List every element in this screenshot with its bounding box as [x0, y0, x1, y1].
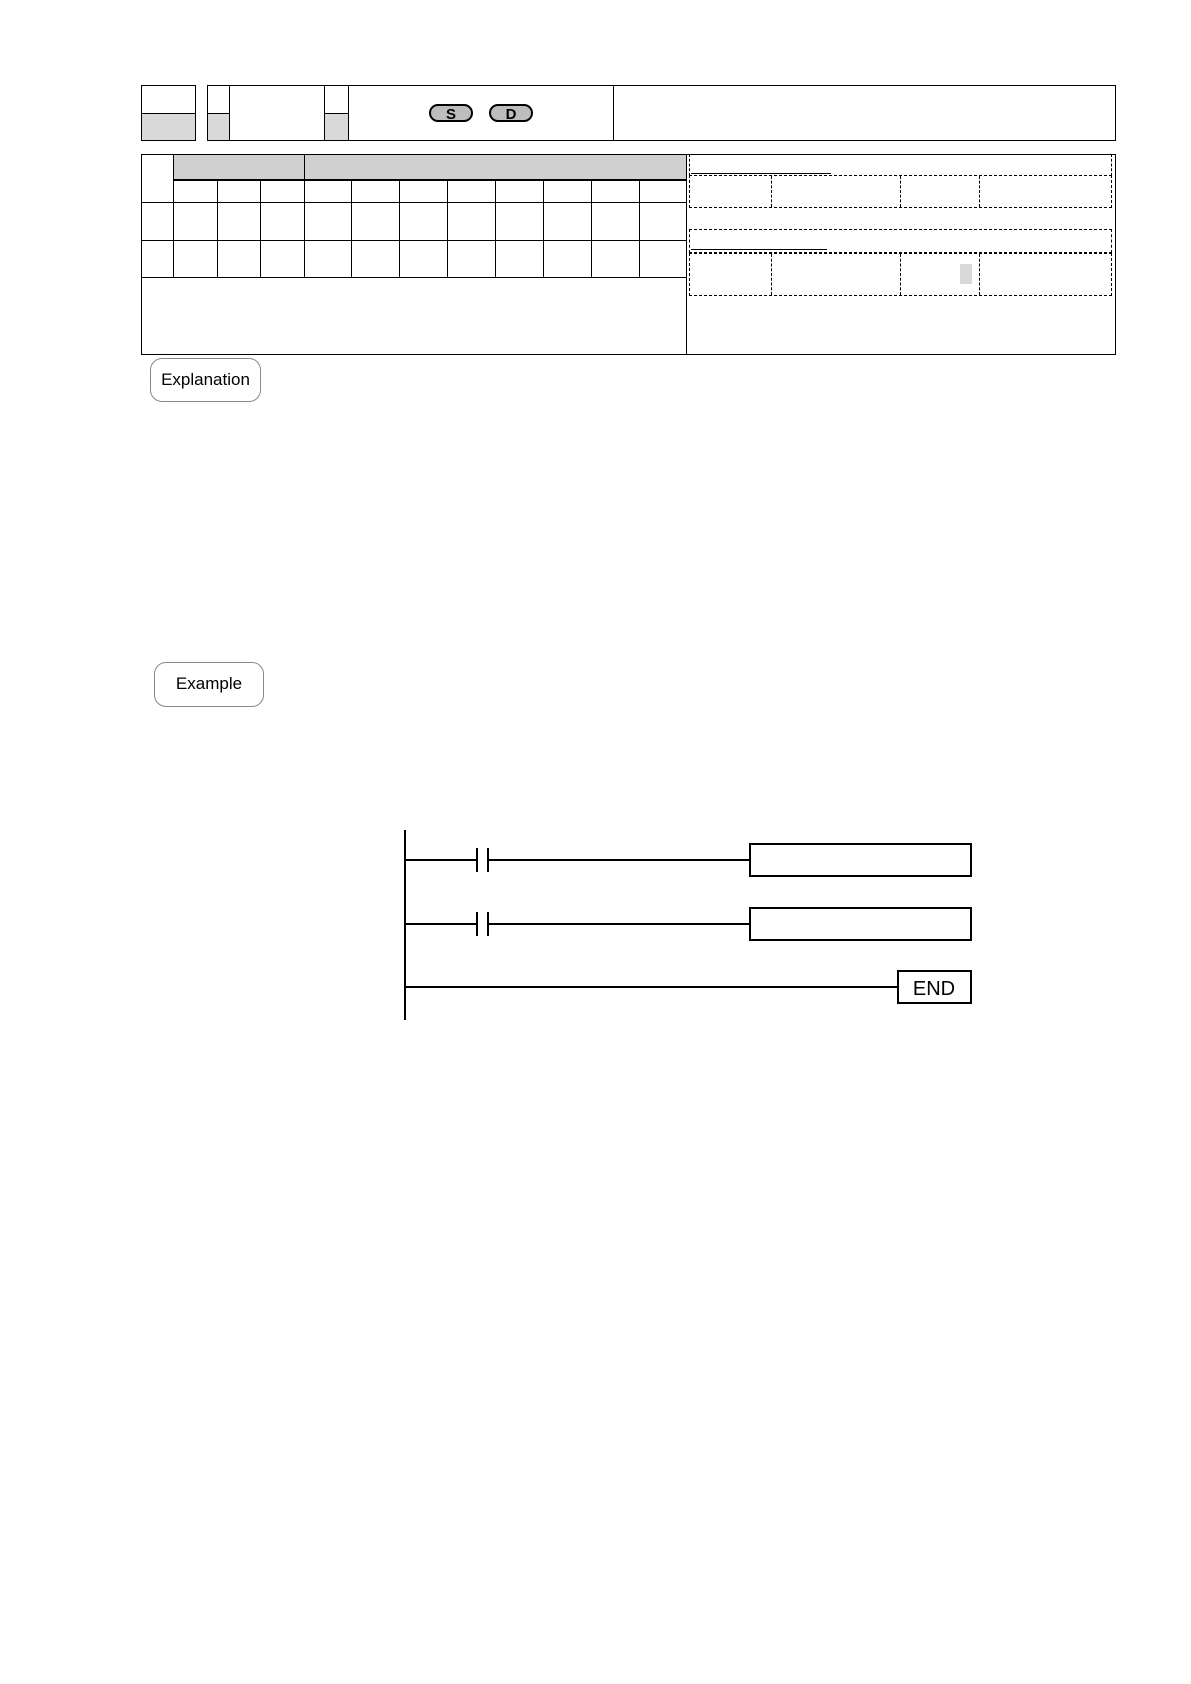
grid-hline-3	[141, 240, 687, 241]
bit-width-2-sep-2	[900, 254, 901, 295]
operand-type-panel	[687, 154, 1115, 354]
operand-grid	[141, 154, 687, 278]
operand-s-badge: S	[429, 104, 473, 122]
bit-width-table-2	[689, 253, 1112, 296]
mnemonic-prefix-col	[208, 86, 230, 140]
grid-vline-7	[447, 180, 448, 278]
grid-hline-4	[141, 277, 687, 278]
grid-hline-1	[173, 180, 687, 181]
grid-vline-10	[591, 180, 592, 278]
bit-width-2-sep-3	[979, 254, 980, 295]
grid-hline-2	[141, 202, 687, 203]
grid-vline-11	[639, 180, 640, 278]
grid-vline-3	[260, 180, 261, 278]
bit-width-1-sep-3	[979, 176, 980, 207]
ladder-diagram	[395, 828, 985, 1028]
panel-top-dash	[689, 154, 1112, 176]
bit-width-table-1	[689, 175, 1112, 208]
function-description-cell	[613, 85, 1116, 141]
pulse-shade	[325, 113, 348, 140]
word-devices-header	[304, 154, 687, 180]
rung-2-instruction-box	[750, 908, 971, 940]
bit-width-2-shade	[960, 264, 972, 284]
end-label: END	[912, 978, 956, 1000]
bit-width-1-sep-1	[771, 176, 772, 207]
example-label: Example	[154, 662, 264, 707]
pulse-col	[325, 86, 349, 140]
bit-width-2-sep-1	[771, 254, 772, 295]
explanation-label: Explanation	[150, 358, 261, 402]
mnemonic-prefix-shade	[208, 113, 229, 140]
bit-width-underline-2	[691, 249, 827, 250]
mnemonic-cell	[207, 85, 325, 141]
api-number-cell	[141, 85, 196, 141]
grid-vline-1	[173, 154, 174, 278]
grid-vline-5	[351, 180, 352, 278]
grid-vline-2	[217, 180, 218, 278]
grid-vline-4	[304, 180, 305, 278]
grid-vline-6	[399, 180, 400, 278]
api-number-shade	[142, 113, 195, 140]
operands-cell	[324, 85, 614, 141]
rung-1-instruction-box	[750, 844, 971, 876]
grid-vline-9	[543, 180, 544, 278]
operand-d-badge: D	[489, 104, 533, 122]
grid-vline-8	[495, 180, 496, 278]
bit-width-1-sep-2	[900, 176, 901, 207]
bit-devices-header	[173, 154, 305, 180]
